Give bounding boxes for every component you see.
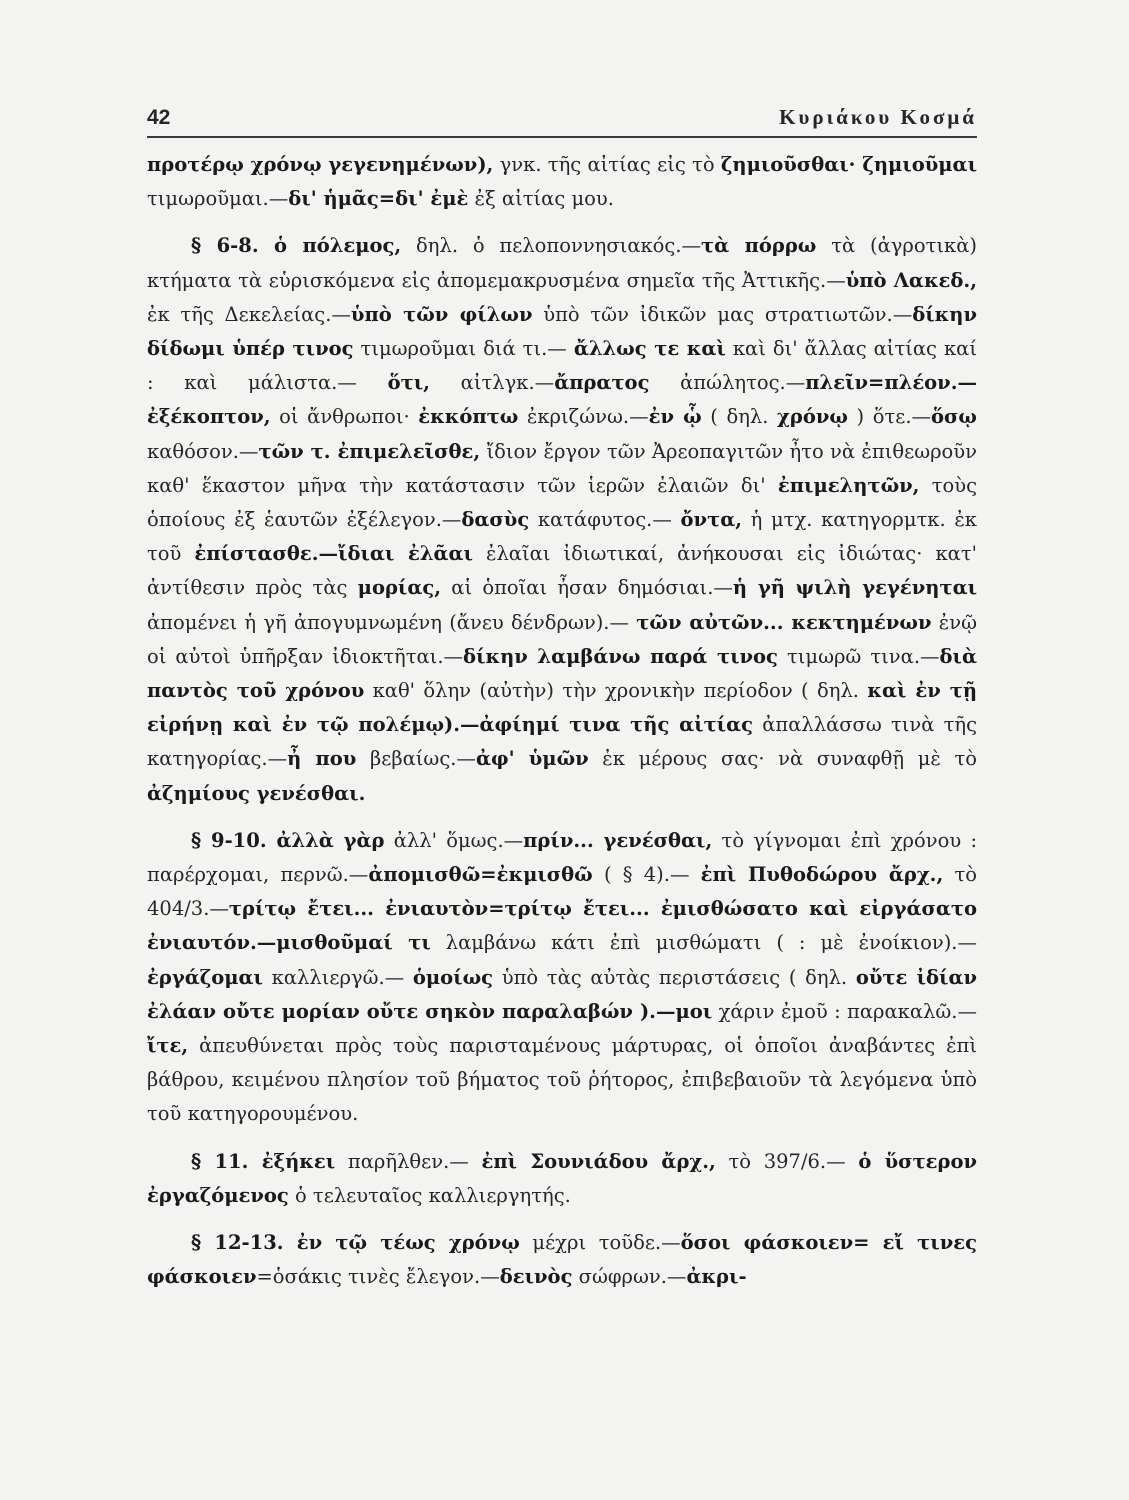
lemma-text: προτέρῳ χρόνῳ γεγενημένων),	[147, 153, 494, 176]
gloss-text: ὁ τελευταῖος καλλιεργητής.	[288, 1183, 571, 1207]
gloss-text: ἡ μτχ. κατηγορμτκ. ἐκ τοῦ	[147, 508, 977, 566]
lemma-text: ὅσῳ	[931, 405, 977, 429]
gloss-text: τὰ (ἀγροτικὰ) κτήματα τὰ εὑρισκόμενα εἰς ἀπομεμακρυσμένα σημεῖα τῆς Ἀττικῆς.—	[147, 234, 978, 292]
lemma-text: ὁ ὕστερον ἐργαζόμενος	[147, 1149, 977, 1207]
lemma-text: ἐπιμελητῶν,	[777, 473, 920, 497]
gloss-text: ὑπὸ τῶν ἰδικῶν μας στρατιωτῶν.—	[532, 302, 913, 326]
gloss-text: καὶ δι' ἄλλας αἰτίας καί : καὶ μάλιστα.—	[147, 337, 977, 395]
lemma-text: ἀφ' ὑμῶν	[475, 747, 589, 771]
gloss-text: ἐκ τῆς Δεκελείας.—	[147, 302, 351, 326]
lemma-text: ἐπὶ Σουνιάδου ἄρχ.,	[481, 1149, 716, 1173]
gloss-text: σώφρων.—	[572, 1265, 687, 1289]
lemma-text: § 11. ἐξήκει	[191, 1149, 336, 1173]
lemma-text: ἀπομισθῶ=ἐκμισθῶ	[368, 863, 593, 887]
gloss-text: δηλ. ὁ πελοποννησιακός.—	[401, 234, 702, 258]
paragraph-intro	[147, 148, 977, 216]
lemma-text: § 6-8. ὁ πόλεμος,	[191, 234, 402, 258]
gloss-text: τιμωροῦμαι.—	[147, 187, 289, 211]
gloss-text: καθ' ὅλην (αὐτὴν) τὴν χρονικὴν περίοδον ( δηλ.	[364, 679, 868, 703]
lemma-text: ἄπρατος	[554, 371, 650, 395]
lemma-text: δεινὸς	[499, 1265, 573, 1289]
page-body	[147, 148, 977, 1308]
lemma-text: ὁμοίως	[412, 965, 494, 989]
lemma-text: δασὺς	[461, 508, 530, 532]
gloss-text: ἴδιον ἔργον τῶν Ἀρεοπαγιτῶν ἦτο νὰ ἐπιθεωροῦν καθ' ἕκαστον μῆνα τὴν κατάστασιν τῶν ἱερῶν ἐλαιῶν δι'	[147, 439, 978, 497]
lemma-text: ἐπὶ Πυθοδώρου ἄρχ.,	[700, 863, 944, 887]
gloss-text: μέχρι τοῦδε.—	[519, 1231, 681, 1255]
gloss-text: οἱ ἄνθρωποι·	[270, 405, 419, 429]
gloss-text: ( § 4).—	[592, 863, 701, 887]
gloss-text: ἀπομένει ἡ γῆ ἀπογυμνωμένη (ἄνευ δένδρων).—	[147, 610, 637, 634]
gloss-text: χάριν ἐμοῦ : παρακαλῶ.—	[712, 999, 977, 1023]
lemma-text: τῶν τ. ἐπιμελεῖσθε,	[258, 439, 481, 463]
gloss-text: ) ὅτε.—	[847, 405, 932, 429]
lemma-text: πλεῖν=πλέον.—ἐξέκοπτον,	[147, 371, 977, 429]
gloss-text: ἐλαῖαι ἰδιωτικαί, ἀνήκουσαι εἰς ἰδιώτας· κατ' ἀντίθεσιν πρὸς τὰς	[147, 542, 977, 600]
gloss-text: ἀλλ' ὅμως.—	[384, 828, 524, 852]
lemma-text: μορίας,	[357, 576, 442, 600]
lemma-text: δι' ἡμᾶς=δι' ἐμὲ	[288, 187, 469, 211]
gloss-text: καθόσον.—	[147, 439, 259, 463]
gloss-text: ἀπευθύνεται πρὸς τοὺς παρισταμένους μάρτυρας, οἱ ὁποῖοι ἀναβάντες ἐπὶ βάθρου, κειμένου πλησίον τοῦ βήματος τοῦ ῥήτορος, ἐπιβεβαιοῦν τὰ λεγόμενα ὑπὸ τοῦ κατηγορουμένου.	[147, 1034, 977, 1126]
lemma-text: § 9-10. ἀλλὰ γὰρ	[191, 828, 385, 852]
lemma-text: ζημιοῦσθαι· ζημιοῦμαι	[720, 153, 978, 176]
lemma-text: τὰ πόρρω	[701, 234, 817, 258]
lemma-text: πρίν... γενέσθαι,	[523, 828, 713, 852]
gloss-text: βεβαίως.—	[356, 747, 476, 771]
gloss-text: κατάφυτος.—	[529, 508, 681, 532]
gloss-text: ( δηλ.	[701, 405, 778, 429]
gloss-text: τὸ γίγνομαι ἐπὶ χρόνου : παρέρχομαι, περνῶ.—	[147, 828, 978, 887]
gloss-text: ἐξ αἰτίας μου.	[468, 187, 614, 211]
lemma-text: ἴτε,	[147, 1034, 189, 1058]
gloss-text: τοὺς ὁποίους ἐξ ἑαυτῶν ἐξέλεγον.—	[147, 473, 977, 532]
gloss-text: λαμβάνω κάτι ἐπὶ μισθώματι ( : μὲ ἐνοίκιον).—	[430, 931, 978, 955]
lemma-text: χρόνῳ	[777, 405, 848, 429]
lemma-text: τρίτῳ ἔτει... ἐνιαυτὸν=τρίτῳ ἔτει... ἐμισθώσατο καὶ εἰργάσατο ἐνιαυτόν.—μισθοῦμαί τι	[147, 897, 977, 955]
gloss-text: ὑπὸ τὰς αὐτὰς περιστάσεις ( δηλ.	[493, 965, 856, 989]
lemma-text: ὅτι,	[387, 371, 430, 395]
lemma-text: καὶ ἐν τῇ εἰρήνῃ καὶ ἐν τῷ πολέμῳ).—ἀφίημί τινα τῆς αἰτίας	[147, 679, 977, 737]
paragraph-section-9-10	[147, 824, 977, 1132]
gloss-text: ἐκριζώνω.—	[518, 405, 649, 429]
gloss-text: ἀπώλητος.—	[649, 371, 806, 395]
lemma-text: ἐργάζομαι	[147, 965, 263, 989]
lemma-text: δίκην δίδωμι ὑπέρ τινος	[147, 302, 977, 361]
lemma-text: οὔτε ἰδίαν ἐλάαν οὔτε μορίαν οὔτε σηκὸν παραλαβών ).—μοι	[147, 965, 977, 1023]
gloss-text: ἀπαλλάσσω τινὰ τῆς κατηγορίας.—	[147, 713, 977, 771]
gloss-text: αἱ ὁποῖαι ἦσαν δημόσιαι.—	[441, 576, 733, 600]
gloss-text: τὸ 397/6.—	[715, 1149, 859, 1173]
lemma-text: ἐπίστασθε.—ἴδιαι ἐλᾶαι	[194, 542, 473, 566]
gloss-text: τιμωροῦμαι διά τι.—	[353, 337, 574, 361]
gloss-text: =ὁσάκις τινὲς ἔλεγον.—	[256, 1265, 500, 1289]
lemma-text: ἄλλως τε καὶ	[573, 337, 726, 361]
gloss-text: αἰτλγκ.—	[429, 371, 555, 395]
gloss-text: καλλιεργῶ.—	[262, 965, 413, 989]
lemma-text: δίκην λαμβάνω παρά τινος	[463, 644, 778, 668]
page-number: 42	[147, 106, 171, 129]
lemma-text: διὰ παντὸς τοῦ χρόνου	[147, 644, 977, 703]
lemma-text: ἦ που	[287, 747, 357, 771]
lemma-text: ἐν ᾧ	[648, 405, 702, 429]
lemma-text: ἀκρι-	[686, 1265, 747, 1289]
gloss-text: γνκ. τῆς αἰτίας εἰς τὸ	[493, 153, 721, 176]
paragraph-section-11	[147, 1145, 977, 1213]
lemma-text: ὄντα,	[680, 508, 742, 532]
lemma-text: § 12-13. ἐν τῷ τέως χρόνῳ	[191, 1231, 520, 1255]
running-title: Κυριάκου Κοσμά	[779, 105, 977, 129]
lemma-text: ἐκκόπτω	[418, 405, 519, 429]
lemma-text: ἀζημίους γενέσθαι.	[147, 781, 366, 805]
paragraph-section-6-8	[147, 229, 977, 810]
gloss-text: τὸ 404/3.—	[147, 863, 977, 921]
gloss-text: ἐνῷ οἱ αὐτοὶ ὑπῆρξαν ἰδιοκτῆται.—	[147, 610, 977, 668]
paragraph-section-12-13	[147, 1226, 977, 1294]
lemma-text: τῶν αὐτῶν... κεκτημένων	[636, 610, 932, 634]
lemma-text: ὑπὸ τῶν φίλων	[350, 302, 533, 326]
lemma-text: ὑπὸ Λακεδ.,	[845, 268, 977, 292]
gloss-text: ἐκ μέρους σας· νὰ συναφθῇ μὲ τὸ	[588, 747, 977, 771]
lemma-text: ὅσοι φάσκοιεν= εἴ τινες φάσκοιεν	[147, 1231, 977, 1289]
lemma-text: ἡ γῆ ψιλὴ γεγένηται	[732, 576, 978, 600]
gloss-text: παρῆλθεν.—	[335, 1149, 482, 1173]
page-header	[147, 105, 977, 138]
gloss-text: τιμωρῶ τινα.—	[777, 644, 940, 668]
